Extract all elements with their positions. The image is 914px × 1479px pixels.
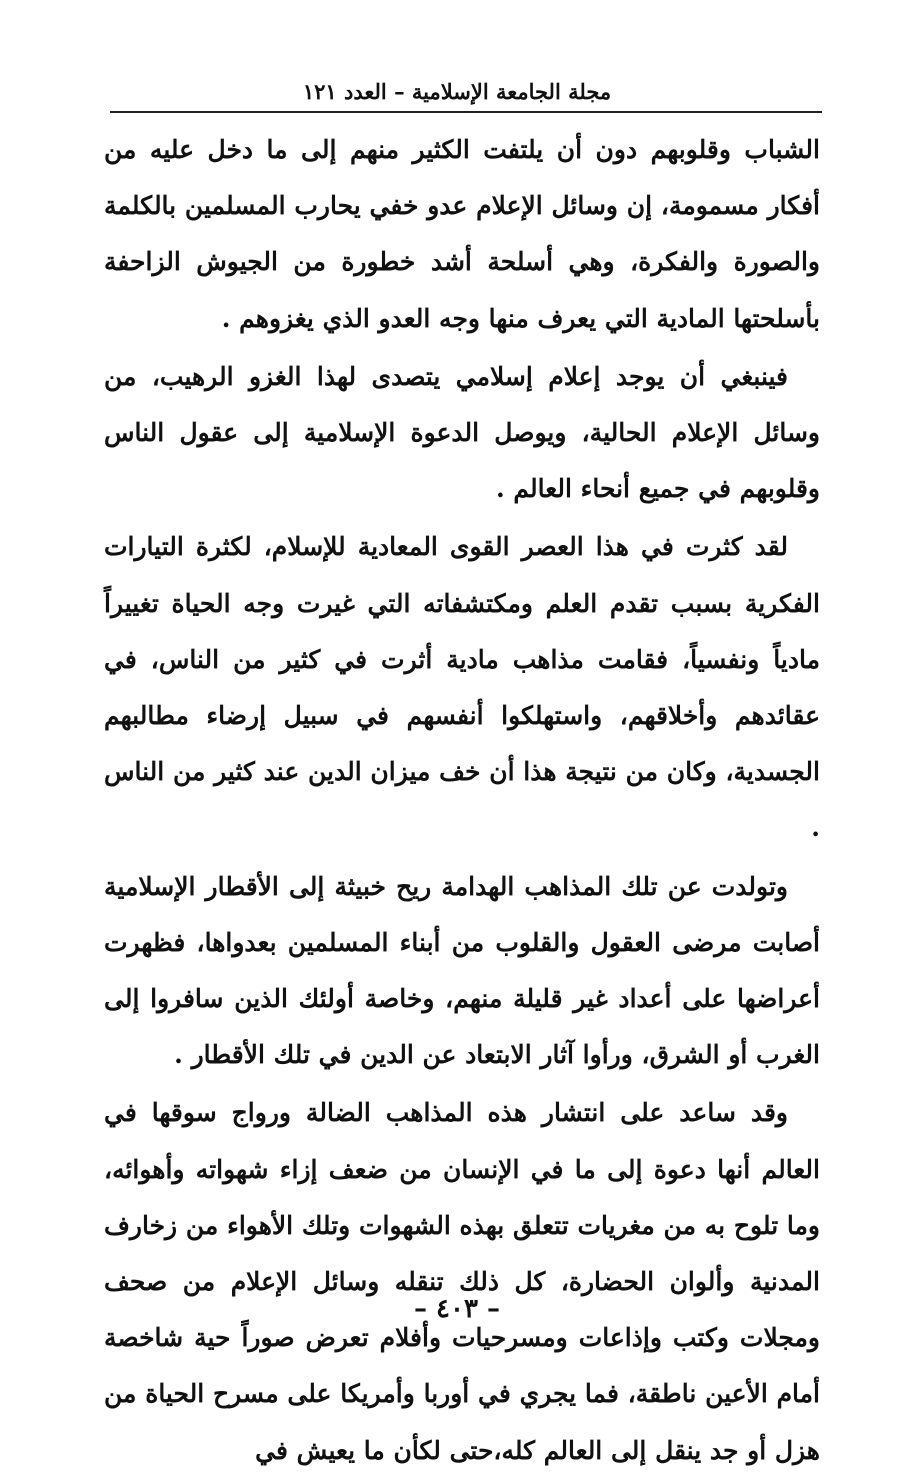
journal-running-header: مجلة الجامعة الإسلامية – العدد ١٢١ bbox=[302, 79, 612, 104]
page-number: – ٤٠٣ – bbox=[413, 1294, 501, 1324]
paragraph-spread-of-doctrines: وقد ساعد على انتشار هذه المذاهب الضالة ورواج سوقها في العالم أنها دعوة إلى ما في الإنسان من ضعف إزاء شهواته وأهوائه، وما تلوح به من مغريات تتعلق بهذه الشهوات وتلك الأهواء من زخارف المدنية وألوان الحضارة، كل ذلك تنقله وسائل الإعلام من صحف ومجلات وكتب وإذاعات ومسرحيات وأفلام تعرض صوراً حية شاخصة أمام الأعين ناطقة، فما يجري في أوربا وأمريكا على مسرح الحياة من هزل أو جد ينقل إلى العالم كله،حتى لكأن ما يعيش في bbox=[104, 1098, 820, 1465]
paragraph-continuation: الشباب وقلوبهم دون أن يلتفت الكثير منهم إلى ما دخل عليه من أفكار مسمومة، إن وسائل الإعلام عدو خفي يحارب المسلمين بالكلمة والصورة والفكرة، وهي أسلحة أشد خطورة من الجيوش الزاحفة بأسلحتها المادية التي يعرف منها وجه العدو الذي يغزوهم . bbox=[104, 135, 820, 333]
paragraph-islamic-media: فينبغي أن يوجد إعلام إسلامي يتصدى لهذا الغزو الرهيب، من وسائل الإعلام الحالية، ويوصل الدعوة الإسلامية إلى عقول الناس وقلوبهم في جميع أنحاء العالم . bbox=[104, 361, 820, 504]
paragraph-hostile-forces: لقد كثرت في هذا العصر القوى المعادية للإسلام، لكثرة التيارات الفكرية بسبب تقدم العلم ومكتشفاته التي غيرت وجه الحياة تغييراً مادياً ونفسياً، فقامت مذاهب مادية أثرت في كثير من الناس، في عقائدهم وأخلاقهم، واستهلكوا أنفسهم في سبيل إرضاء مطالبهم الجسدية، وكان من نتيجة هذا أن خف ميزان الدين عند كثير من الناس . bbox=[104, 532, 820, 843]
header-divider-rule bbox=[110, 111, 822, 113]
paragraph-destructive-doctrines: وتولدت عن تلك المذاهب الهدامة ريح خبيثة إلى الأقطار الإسلامية أصابت مرضى العقول والقلوب من أبناء المسلمين بعدواها، فظهرت أعراضها على أعداد غير قليلة منهم، وخاصة أولئك الذين سافروا إلى الغرب أو الشرق، ورأوا آثار الابتعاد عن الدين في تلك الأقطار . bbox=[104, 871, 820, 1070]
body-text bbox=[104, 122, 820, 1479]
